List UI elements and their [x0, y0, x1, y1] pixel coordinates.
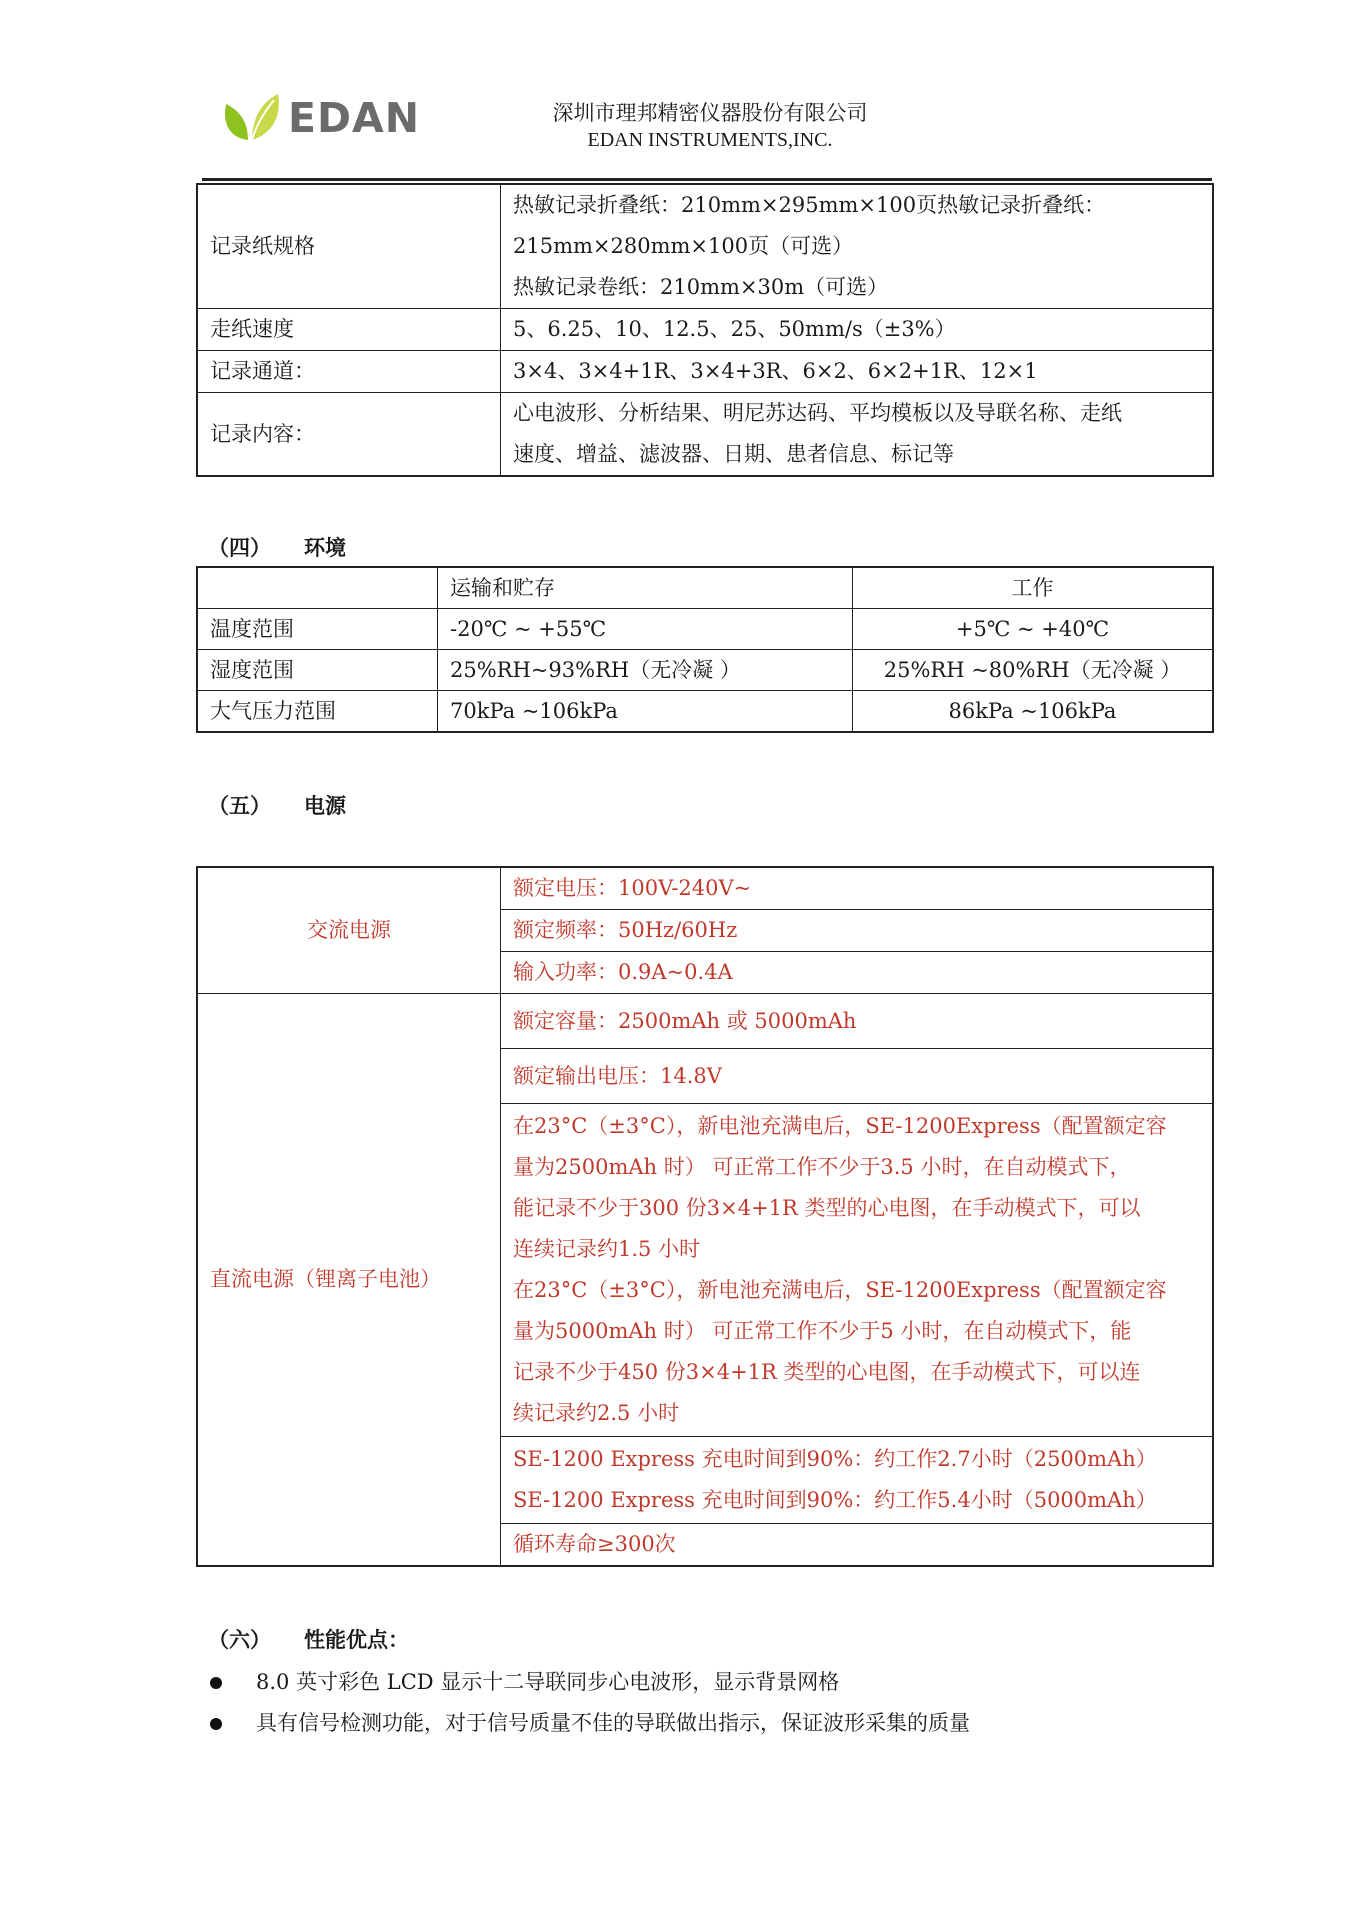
value-line: 心电波形、分析结果、明尼苏达码、平均模板以及导联名称、走纸	[513, 401, 1122, 425]
dc-charge-time	[501, 1437, 1214, 1524]
section-heading-environment	[208, 532, 346, 562]
value-line: SE-1200 Express 充电时间到90%：约工作2.7小时（2500mAh）	[513, 1447, 1157, 1471]
row-label: 记录纸规格	[197, 184, 501, 309]
list-item	[208, 1662, 970, 1703]
row-label: 走纸速度	[197, 309, 501, 351]
value-line: 在23°C（±3°C），新电池充满电后，SE-1200Express（配置额定容	[513, 1114, 1167, 1138]
bullet-icon	[210, 1677, 222, 1689]
section-heading-advantages	[208, 1624, 409, 1654]
list-item-text: 具有信号检测功能，对于信号质量不佳的导联做出指示，保证波形采集的质量	[256, 1711, 970, 1735]
value-line: 能记录不少于300 份3×4+1R 类型的心电图，在手动模式下，可以	[513, 1196, 1141, 1220]
row-label: 记录通道：	[197, 351, 501, 393]
row-value: 5、6.25、10、12.5、25、50mm/s（±3%）	[501, 309, 1214, 351]
ac-frequency: 额定频率：50Hz/60Hz	[501, 910, 1214, 952]
section-heading-power	[208, 790, 346, 820]
row-value	[501, 393, 1214, 477]
header-cell: 工作	[853, 567, 1214, 609]
value-line: 速度、增益、滤波器、日期、患者信息、标记等	[513, 442, 954, 466]
value-line: 热敏记录卷纸：210mm×30m（可选）	[513, 275, 889, 299]
value-line: 连续记录约1.5 小时	[513, 1237, 701, 1261]
section-number: （六）	[208, 1628, 271, 1652]
power-table	[196, 866, 1214, 1567]
brand-name: EDAN	[288, 94, 421, 142]
row-value: 3×4、3×4+1R、3×4+3R、6×2、6×2+1R、12×1	[501, 351, 1214, 393]
dc-output-voltage: 额定输出电压：14.8V	[501, 1049, 1214, 1104]
header-rule	[202, 178, 1212, 181]
section-number: （四）	[208, 536, 271, 560]
company-name	[500, 100, 920, 154]
row-label: 大气压力范围	[197, 691, 438, 733]
list-item	[208, 1703, 970, 1744]
section-title: 电源	[304, 794, 346, 818]
value-line: 热敏记录折叠纸：210mm×295mm×100页热敏记录折叠纸：	[513, 193, 1106, 217]
company-name-cn: 深圳市理邦精密仪器股份有限公司	[552, 101, 868, 125]
recording-spec-table	[196, 183, 1214, 477]
work-value: +5℃ ~ +40℃	[853, 609, 1214, 650]
advantages-list	[208, 1662, 970, 1744]
value-line: 215mm×280mm×100页（可选）	[513, 234, 854, 258]
table-row	[197, 309, 1213, 351]
storage-value: 70kPa ~106kPa	[438, 691, 853, 733]
value-line: 在23°C（±3°C），新电池充满电后，SE-1200Express（配置额定容	[513, 1278, 1167, 1302]
list-item-text: 8.0 英寸彩色 LCD 显示十二导联同步心电波形，显示背景网格	[256, 1670, 840, 1694]
storage-value: -20℃ ~ +55℃	[438, 609, 853, 650]
header-cell	[197, 567, 438, 609]
section-number: （五）	[208, 794, 271, 818]
edan-logo	[222, 92, 442, 148]
value-line: 量为2500mAh 时） 可正常工作不少于3.5 小时，在自动模式下，	[513, 1155, 1131, 1179]
row-label: 温度范围	[197, 609, 438, 650]
table-row	[197, 691, 1213, 733]
header-cell: 运输和贮存	[438, 567, 853, 609]
table-row	[197, 867, 1213, 910]
table-row	[197, 184, 1213, 309]
row-label: 湿度范围	[197, 650, 438, 691]
value-line: SE-1200 Express 充电时间到90%：约工作5.4小时（5000mAh）	[513, 1488, 1157, 1512]
dc-power-label: 直流电源（锂离子电池）	[197, 994, 501, 1567]
page-header	[0, 0, 1357, 180]
table-row	[197, 609, 1213, 650]
value-line: 记录不少于450 份3×4+1R 类型的心电图，在手动模式下，可以连	[513, 1360, 1141, 1384]
section-title: 环境	[304, 536, 346, 560]
row-value	[501, 184, 1214, 309]
ac-voltage: 额定电压：100V-240V~	[501, 867, 1214, 910]
table-row	[197, 650, 1213, 691]
company-name-en: EDAN INSTRUMENTS,INC.	[587, 129, 833, 151]
work-value: 86kPa ~106kPa	[853, 691, 1214, 733]
value-line: 续记录约2.5 小时	[513, 1401, 680, 1425]
work-value: 25%RH ~80%RH（无冷凝 ）	[853, 650, 1214, 691]
dc-capacity: 额定容量：2500mAh 或 5000mAh	[501, 994, 1214, 1049]
table-row	[197, 393, 1213, 477]
table-row	[197, 351, 1213, 393]
leaf-logo-icon	[222, 92, 282, 144]
row-label: 记录内容：	[197, 393, 501, 477]
value-line: 量为5000mAh 时） 可正常工作不少于5 小时，在自动模式下，能	[513, 1319, 1132, 1343]
environment-table	[196, 566, 1214, 733]
bullet-icon	[210, 1718, 222, 1730]
table-row	[197, 994, 1213, 1049]
dc-cycle-life: 循环寿命≥300次	[501, 1524, 1214, 1567]
ac-input-power: 输入功率：0.9A~0.4A	[501, 952, 1214, 994]
dc-runtime	[501, 1104, 1214, 1437]
ac-power-label: 交流电源	[197, 867, 501, 994]
storage-value: 25%RH~93%RH（无冷凝 ）	[438, 650, 853, 691]
table-header-row	[197, 567, 1213, 609]
section-title: 性能优点：	[304, 1628, 409, 1652]
